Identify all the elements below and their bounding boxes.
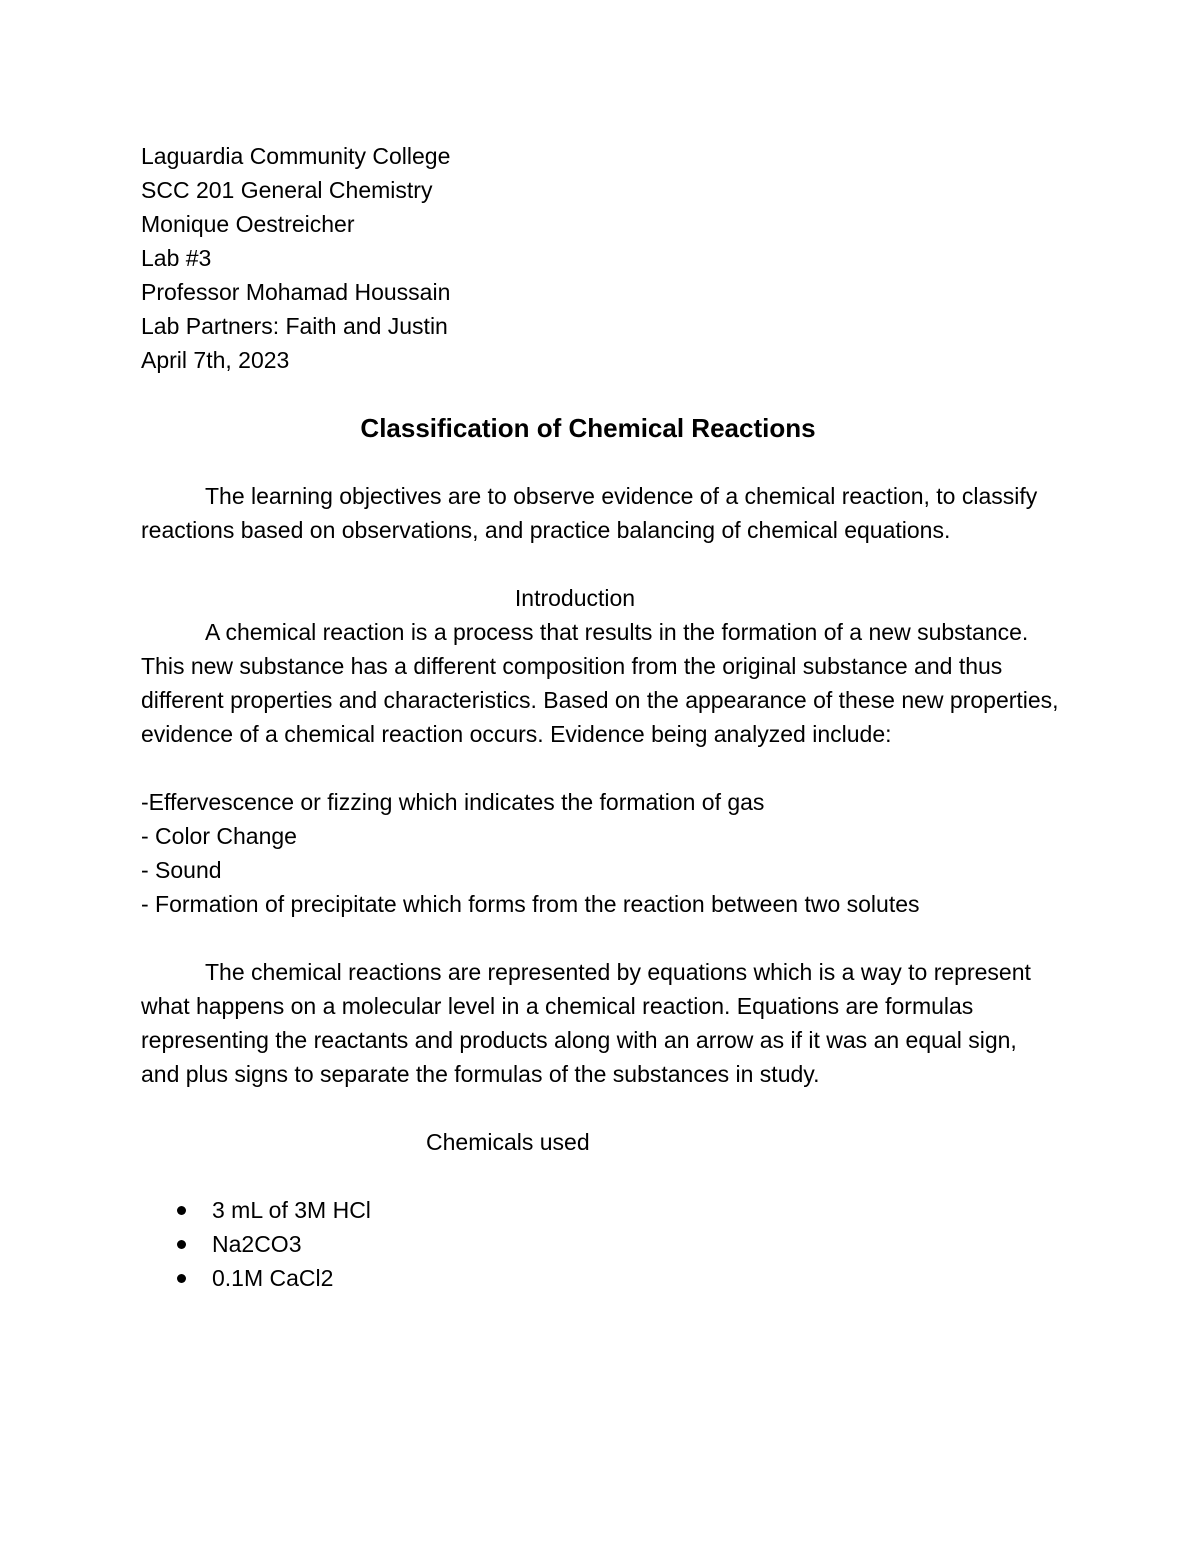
lab-number: Lab #3 <box>141 245 212 271</box>
bullet-icon <box>177 1206 186 1215</box>
evidence-item: - Sound <box>141 857 222 883</box>
list-item <box>141 1193 1061 1227</box>
lab-partners: Lab Partners: Faith and Justin <box>141 313 448 339</box>
introduction-paragraph <box>141 615 1061 751</box>
chemicals-heading: Chemicals used <box>426 1129 590 1155</box>
document-body <box>141 139 1061 1295</box>
spacer <box>141 751 1061 785</box>
spacer <box>141 547 1061 581</box>
objectives-paragraph <box>141 479 1061 547</box>
student-name: Monique Oestreicher <box>141 211 355 237</box>
equations-paragraph <box>141 955 1061 1091</box>
course-name: SCC 201 General Chemistry <box>141 177 433 203</box>
professor-name: Professor Mohamad Houssain <box>141 279 451 305</box>
evidence-item: - Formation of precipitate which forms from the reaction between two solutes <box>141 891 920 917</box>
spacer <box>141 1159 1061 1193</box>
document-title: Classification of Chemical Reactions <box>360 413 816 443</box>
spacer <box>141 1091 1061 1125</box>
spacer <box>141 445 1061 479</box>
report-date: April 7th, 2023 <box>141 347 290 373</box>
equations-text: The chemical reactions are represented by equations which is a way to represent what happens on a molecular level in a chemical reaction. Equations are formulas representing the reactants and products along with an arrow as if it was an equal sign, and plus signs to separate the formulas of the substances in study. <box>141 959 1031 1087</box>
chemical-label: 3 mL of 3M HCl <box>212 1197 371 1223</box>
chemical-label: Na2CO3 <box>212 1231 302 1257</box>
bullet-icon <box>177 1274 186 1283</box>
evidence-item: - Color Change <box>141 823 297 849</box>
introduction-text: A chemical reaction is a process that results in the formation of a new substance. This new substance has a different composition from the original substance and thus different properties and characteristics. Based on the appearance of these new properties, evidence of a chemical reaction occurs. Evidence being analyzed include: <box>141 619 1059 747</box>
college-name: Laguardia Community College <box>141 143 451 169</box>
objectives-text: The learning objectives are to observe evidence of a chemical reaction, to classify reactions based on observations, and practice balancing of chemical equations. <box>141 483 1038 543</box>
bullet-icon <box>177 1240 186 1249</box>
list-item <box>141 1227 1061 1261</box>
introduction-heading: Introduction <box>514 585 636 611</box>
chemical-label: 0.1M CaCl2 <box>212 1265 334 1291</box>
spacer <box>141 921 1061 955</box>
chemicals-list <box>141 1193 1061 1295</box>
evidence-item: -Effervescence or fizzing which indicates the formation of gas <box>141 789 765 815</box>
list-item <box>141 1261 1061 1295</box>
